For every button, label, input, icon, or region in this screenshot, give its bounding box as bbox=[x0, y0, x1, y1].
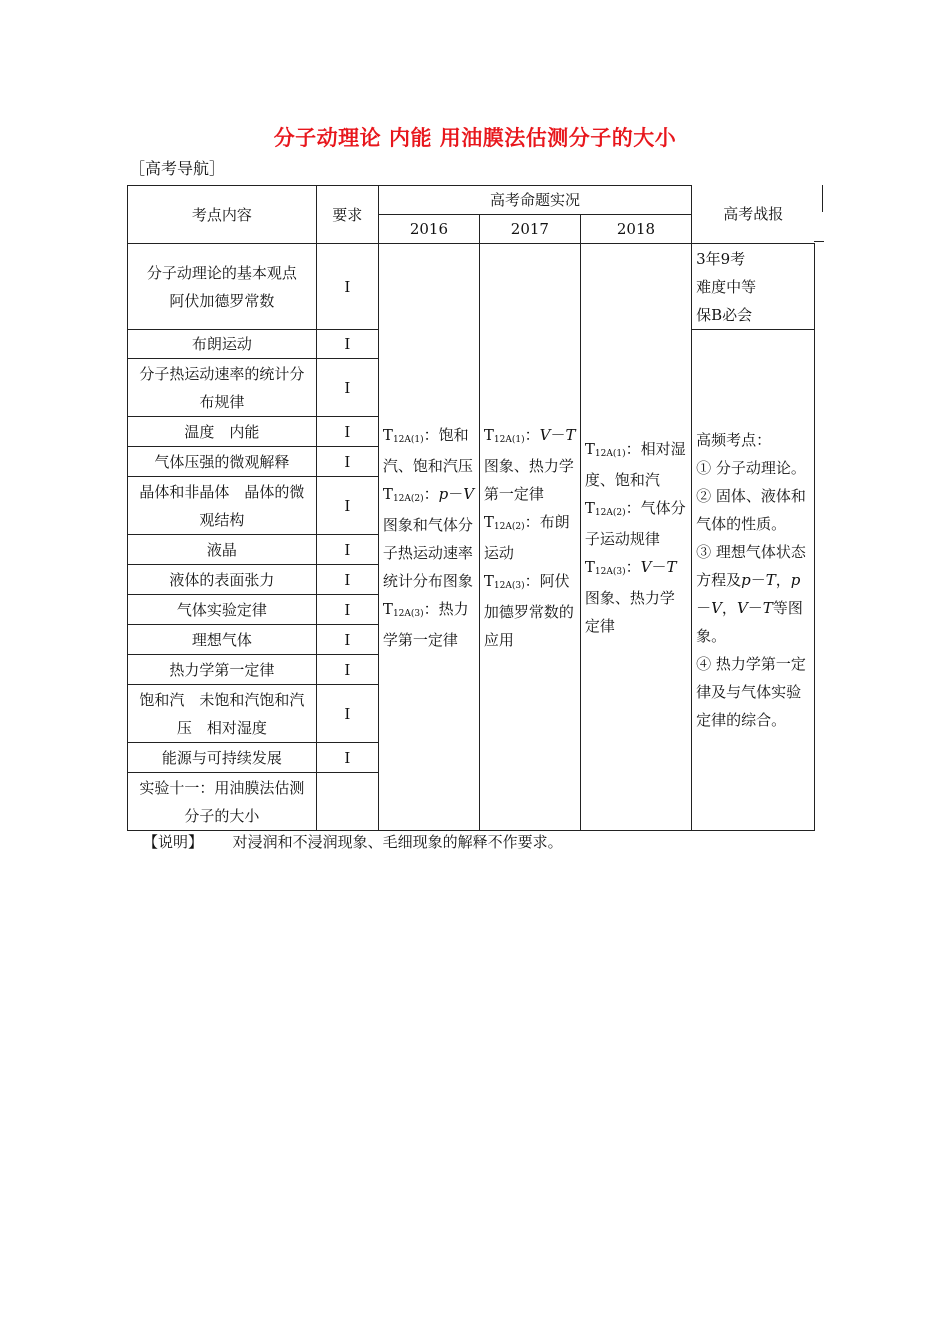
topic-cell: 热力学第一定律 bbox=[128, 655, 317, 685]
header-year-2016: 2016 bbox=[378, 215, 479, 244]
report-point: ① 分子动理论。 bbox=[696, 459, 806, 477]
report-main-cell bbox=[692, 330, 815, 831]
header-border-line bbox=[814, 241, 824, 242]
report-point: ③ 理想气体状态方程及p－T，p－V，V－T等图象。 bbox=[696, 543, 806, 645]
requirement-cell: Ⅰ bbox=[316, 359, 378, 417]
item-2018-3: T12A(3)：V－T图象、热力学定律 bbox=[584, 557, 677, 635]
header-year-2017: 2017 bbox=[479, 215, 580, 244]
item-2016-1: T12A(1)：饱和汽、饱和汽压 bbox=[382, 425, 473, 475]
topic-cell: 气体实验定律 bbox=[128, 595, 317, 625]
topic-cell: 气体压强的微观解释 bbox=[128, 447, 317, 477]
item-2018-2: T12A(2)：气体分子运动规律 bbox=[584, 498, 686, 548]
topic-cell: 实验十一：用油膜法估测分子的大小 bbox=[128, 773, 317, 831]
item-2017-1: T12A(1)：V－T图象、热力学第一定律 bbox=[483, 425, 576, 503]
requirement-cell: Ⅰ bbox=[316, 625, 378, 655]
year-2017-cell bbox=[479, 244, 580, 831]
topic-cell: 液晶 bbox=[128, 535, 317, 565]
header-year-2018: 2018 bbox=[580, 215, 691, 244]
year-2018-cell bbox=[580, 244, 691, 831]
requirement-cell: Ⅰ bbox=[316, 743, 378, 773]
topic-cell: 分子热运动速率的统计分布规律 bbox=[128, 359, 317, 417]
topic-cell: 能源与可持续发展 bbox=[128, 743, 317, 773]
section-label: ［高考导航］ bbox=[129, 159, 226, 178]
topic-cell: 理想气体 bbox=[128, 625, 317, 655]
requirement-cell: Ⅰ bbox=[316, 535, 378, 565]
topic-cell: 温度 内能 bbox=[128, 417, 317, 447]
report-line: 保B必会 bbox=[696, 305, 753, 324]
requirement-cell: Ⅰ bbox=[316, 595, 378, 625]
report-summary-cell bbox=[692, 244, 815, 330]
item-2018-1: T12A(1)：相对湿度、饱和汽 bbox=[584, 439, 686, 489]
header-border-line bbox=[822, 185, 823, 212]
header-report: 高考战报 bbox=[692, 186, 815, 244]
requirement-cell: Ⅰ bbox=[316, 477, 378, 535]
report-line: 难度中等 bbox=[696, 277, 757, 296]
page-title: 分子动理论 内能 用油膜法估测分子的大小 bbox=[273, 126, 677, 150]
note-text: 对浸润和不浸润现象、毛细现象的解释不作要求。 bbox=[232, 833, 563, 851]
topic-cell: 布朗运动 bbox=[128, 330, 317, 359]
requirement-cell: Ⅰ bbox=[316, 330, 378, 359]
item-2017-3: T12A(3)：阿伏加德罗常数的应用 bbox=[483, 571, 574, 649]
topic-cell: 饱和汽 未饱和汽饱和汽压 相对湿度 bbox=[128, 685, 317, 743]
report-point: ② 固体、液体和气体的性质。 bbox=[696, 487, 806, 533]
requirement-cell: Ⅰ bbox=[316, 565, 378, 595]
requirement-cell: Ⅰ bbox=[316, 244, 378, 330]
requirement-cell bbox=[316, 773, 378, 831]
exam-table bbox=[127, 185, 815, 831]
report-heading: 高频考点： bbox=[696, 431, 772, 449]
note-label: 【说明】 bbox=[143, 833, 204, 851]
note bbox=[143, 831, 563, 852]
topic-cell: 液体的表面张力 bbox=[128, 565, 317, 595]
item-2017-2: T12A(2)：布朗运动 bbox=[483, 512, 570, 562]
report-point: ④ 热力学第一定律及与气体实验定律的综合。 bbox=[696, 655, 806, 729]
header-topic: 考点内容 bbox=[128, 186, 317, 244]
requirement-cell: Ⅰ bbox=[316, 655, 378, 685]
requirement-cell: Ⅰ bbox=[316, 447, 378, 477]
topic-cell: 分子动理论的基本观点 阿伏加德罗常数 bbox=[128, 244, 317, 330]
year-2016-cell bbox=[378, 244, 479, 831]
report-line: 3年9考 bbox=[696, 249, 746, 268]
requirement-cell: Ⅰ bbox=[316, 685, 378, 743]
header-requirement: 要求 bbox=[316, 186, 378, 244]
requirement-cell: Ⅰ bbox=[316, 417, 378, 447]
item-2016-2: T12A(2)：p－V图象和气体分子热运动速率统计分布图象 bbox=[382, 484, 475, 590]
item-2016-3: T12A(3)：热力学第一定律 bbox=[382, 599, 469, 649]
header-exam: 高考命题实况 bbox=[378, 186, 691, 215]
topic-cell: 晶体和非晶体 晶体的微观结构 bbox=[128, 477, 317, 535]
